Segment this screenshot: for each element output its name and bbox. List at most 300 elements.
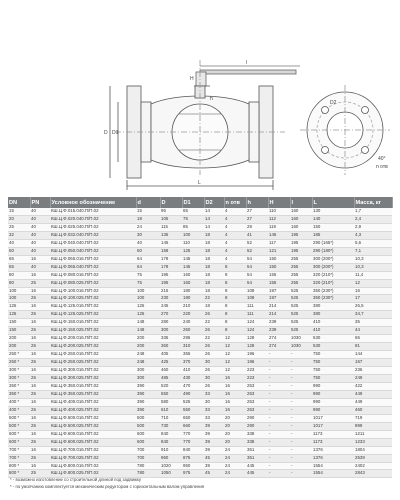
- table-cell: 253: [246, 382, 268, 390]
- table-cell: 125: [8, 311, 30, 319]
- table-cell: 24: [224, 462, 246, 470]
- table-cell: 16: [30, 462, 50, 470]
- table-cell: 960: [160, 454, 182, 462]
- table-cell: 719: [354, 414, 392, 422]
- table-cell: 196: [246, 351, 268, 359]
- table-cell: 33: [204, 390, 224, 398]
- table-cell: 274: [268, 335, 290, 343]
- table-cell: 8: [224, 319, 246, 327]
- column-header: n отв: [224, 197, 246, 208]
- table-row: [8, 367, 392, 375]
- table-cell: 64: [136, 255, 160, 263]
- table-cell: 125: [8, 303, 30, 311]
- table-cell: -: [290, 414, 312, 422]
- table-cell: 16: [30, 367, 50, 375]
- table-row: [8, 335, 392, 343]
- table-cell: 16: [30, 446, 50, 454]
- table-cell: 351: [246, 454, 268, 462]
- table-cell: 110: [182, 239, 204, 247]
- table-cell: КШ.Ц.Ф.015.040.П/П.02: [50, 208, 136, 215]
- table-cell: 449: [354, 398, 392, 406]
- table-row: [8, 319, 392, 327]
- table-cell: 248: [136, 351, 160, 359]
- table-cell: 108: [246, 287, 268, 295]
- table-cell: 150: [8, 319, 30, 327]
- table-cell: 39: [204, 422, 224, 430]
- table-row: [8, 287, 392, 295]
- table-cell: 250 *: [8, 359, 30, 367]
- table-cell: 45: [204, 454, 224, 462]
- table-cell: 30: [204, 375, 224, 383]
- table-cell: 25: [30, 359, 50, 367]
- table-cell: 210: [182, 303, 204, 311]
- table-cell: 8: [224, 327, 246, 335]
- table-cell: 248: [136, 359, 160, 367]
- table-cell: 52: [246, 239, 268, 247]
- table-cell: 530: [312, 343, 354, 351]
- table-cell: 405: [160, 351, 182, 359]
- table-cell: 975: [182, 470, 204, 478]
- table-cell: 1804: [354, 446, 392, 454]
- table-cell: 14: [204, 208, 224, 215]
- table-cell: -: [290, 382, 312, 390]
- table-cell: 8: [224, 287, 246, 295]
- table-cell: КШ.Ц.Ф.300.025.П/П.02: [50, 375, 136, 383]
- table-cell: КШ.Ц.Ф.200.016.П/П.02: [50, 335, 136, 343]
- table-cell: 4,3: [354, 231, 392, 239]
- table-cell: 525: [290, 303, 312, 311]
- table-cell: 1,7: [354, 208, 392, 215]
- table-cell: 7,1: [354, 247, 392, 255]
- table-cell: 158: [160, 247, 182, 255]
- table-cell: 18: [204, 247, 224, 255]
- table-cell: КШ.Ц.Ф.125.025.П/П.02: [50, 311, 136, 319]
- table-cell: 64: [136, 263, 160, 271]
- table-cell: 320 (210*): [312, 279, 354, 287]
- table-cell: 145: [182, 255, 204, 263]
- table-cell: 300 *: [8, 367, 30, 375]
- table-cell: 26: [204, 367, 224, 375]
- column-header: H: [268, 197, 290, 208]
- table-cell: 380: [312, 311, 354, 319]
- table-cell: 200: [136, 335, 160, 343]
- table-cell: 155: [268, 279, 290, 287]
- table-cell: 600: [136, 430, 160, 438]
- table-cell: 11,4: [354, 271, 392, 279]
- table-cell: 250: [182, 327, 204, 335]
- table-cell: 33: [204, 406, 224, 414]
- table-cell: 14: [204, 215, 224, 223]
- table-cell: 990: [312, 382, 354, 390]
- table-cell: 390: [136, 406, 160, 414]
- table-cell: 150: [8, 327, 30, 335]
- table-cell: 520: [160, 382, 182, 390]
- table-cell: 25: [30, 295, 50, 303]
- footnote-1: * - возможно изготовление со строительной длиной под задвижку: [10, 477, 141, 482]
- table-cell: 197: [268, 287, 290, 295]
- table-cell: 25: [30, 343, 50, 351]
- table-cell: 124: [246, 327, 268, 335]
- footnote-2: * - по умолчанию комплектуется механическим редуктором с горизонтальным валом управления: [10, 484, 205, 489]
- table-cell: 4: [224, 239, 246, 247]
- table-cell: 4: [224, 223, 246, 231]
- table-cell: 160: [182, 279, 204, 287]
- table-cell: 178: [160, 255, 182, 263]
- table-cell: 249: [354, 375, 392, 383]
- table-cell: 410: [312, 319, 354, 327]
- table-cell: 30: [204, 359, 224, 367]
- table-cell: -: [268, 367, 290, 375]
- table-cell: 100: [136, 287, 160, 295]
- table-cell: 100: [136, 295, 160, 303]
- table-cell: 355: [182, 351, 204, 359]
- table-cell: 525: [290, 327, 312, 335]
- table-cell: 270: [160, 311, 182, 319]
- valve-technical-drawing: [0, 0, 400, 196]
- table-row: [8, 231, 392, 239]
- table-body: [8, 208, 392, 478]
- table-cell: 500: [136, 422, 160, 430]
- table-cell: КШ.Ц.Ф.150.025.П/П.02: [50, 327, 136, 335]
- table-cell: КШ.Ц.Ф.500.016.П/П.02: [50, 414, 136, 422]
- table-cell: 4: [224, 247, 246, 255]
- table-row: [8, 430, 392, 438]
- table-cell: 18: [204, 287, 224, 295]
- dim-label-angle: 40°: [378, 156, 386, 162]
- table-cell: 8: [224, 311, 246, 319]
- table-cell: 150: [268, 263, 290, 271]
- table-cell: 16: [30, 287, 50, 295]
- table-cell: 124: [246, 319, 268, 327]
- table-cell: 840: [160, 430, 182, 438]
- table-cell: 1554: [312, 462, 354, 470]
- table-cell: -: [268, 454, 290, 462]
- table-row: [8, 343, 392, 351]
- table-cell: -: [290, 390, 312, 398]
- table-cell: 80: [8, 271, 30, 279]
- table-cell: КШ.Ц.Ф.350.016.П/П.02: [50, 382, 136, 390]
- table-cell: 40: [30, 239, 50, 247]
- table-cell: 300: [136, 375, 160, 383]
- table-cell: 223: [246, 367, 268, 375]
- table-cell: 128: [246, 335, 268, 343]
- table-cell: -: [268, 470, 290, 478]
- table-row: [8, 303, 392, 311]
- table-cell: 239: [268, 327, 290, 335]
- table-row: [8, 462, 392, 470]
- table-cell: 300 (200*): [312, 255, 354, 263]
- table-cell: 108: [246, 295, 268, 303]
- table-cell: 18: [204, 255, 224, 263]
- table-cell: 144: [354, 351, 392, 359]
- table-cell: 335: [160, 335, 182, 343]
- table-cell: -: [290, 351, 312, 359]
- table-cell: 25: [30, 422, 50, 430]
- column-header: D1: [182, 197, 204, 208]
- dim-label-D: D: [104, 130, 108, 136]
- table-cell: -: [268, 406, 290, 414]
- table-cell: 18: [136, 215, 160, 223]
- table-cell: 8: [224, 295, 246, 303]
- table-cell: 39: [204, 430, 224, 438]
- table-cell: 950: [182, 462, 204, 470]
- table-cell: 65: [182, 208, 204, 215]
- dim-label-H: H: [190, 76, 194, 82]
- column-header: D2: [204, 197, 224, 208]
- table-cell: 320 (210*): [312, 271, 354, 279]
- table-cell: 18: [204, 263, 224, 271]
- table-row: [8, 208, 392, 215]
- table-cell: КШ.Ц.Ф.250.025.П/П.02: [50, 359, 136, 367]
- table-cell: 1050: [160, 470, 182, 478]
- table-cell: 160: [182, 271, 204, 279]
- table-cell: 430: [182, 375, 204, 383]
- table-cell: 290: [246, 414, 268, 422]
- table-cell: 750: [312, 375, 354, 383]
- table-cell: 121: [268, 247, 290, 255]
- table-header-row: [8, 197, 392, 208]
- table-cell: 500: [136, 414, 160, 422]
- table-row: [8, 215, 392, 223]
- table-cell: 255: [290, 279, 312, 287]
- table-cell: КШ.Ц.Ф.100.025.П/П.02: [50, 295, 136, 303]
- table-cell: 40: [30, 223, 50, 231]
- table-cell: 200: [136, 343, 160, 351]
- table-cell: 380: [312, 303, 354, 311]
- table-cell: 160: [290, 215, 312, 223]
- column-header: d: [136, 197, 160, 208]
- table-cell: 14: [204, 223, 224, 231]
- table-cell: 770: [182, 430, 204, 438]
- table-cell: -: [290, 438, 312, 446]
- table-cell: КШ.Ц.Ф.300.016.П/П.02: [50, 367, 136, 375]
- table-cell: 12: [224, 343, 246, 351]
- table-cell: 840: [160, 438, 182, 446]
- table-cell: КШ.Ц.Ф.200.025.П/П.02: [50, 343, 136, 351]
- table-cell: КШ.Ц.Ф.125.016.П/П.02: [50, 303, 136, 311]
- table-cell: 145: [182, 263, 204, 271]
- table-cell: 12: [224, 367, 246, 375]
- table-cell: 530: [312, 335, 354, 343]
- table-cell: 580: [160, 398, 182, 406]
- valve-handle-lever: [200, 70, 296, 74]
- table-cell: 25: [30, 454, 50, 462]
- table-cell: 290: [246, 422, 268, 430]
- dim-label-h: h: [210, 96, 213, 102]
- table-cell: 17: [354, 295, 392, 303]
- table-cell: 350 *: [8, 390, 30, 398]
- table-cell: 300 (200*): [312, 263, 354, 271]
- table-cell: 250 *: [8, 351, 30, 359]
- table-row: [8, 263, 392, 271]
- table-cell: 350 *: [8, 382, 30, 390]
- table-cell: 25: [30, 470, 50, 478]
- table-cell: 24: [224, 454, 246, 462]
- table-cell: 351: [246, 446, 268, 454]
- table-cell: 160: [290, 223, 312, 231]
- table-cell: 22: [204, 335, 224, 343]
- table-cell: 26,5: [354, 303, 392, 311]
- table-cell: 196: [246, 359, 268, 367]
- table-cell: 16: [30, 319, 50, 327]
- table-cell: 1017: [312, 422, 354, 430]
- table-cell: 195: [290, 239, 312, 247]
- table-row: [8, 255, 392, 263]
- table-cell: 20: [224, 430, 246, 438]
- table-cell: 16: [30, 255, 50, 263]
- table-cell: 650: [182, 414, 204, 422]
- table-cell: -: [268, 351, 290, 359]
- table-cell: 700: [136, 454, 160, 462]
- table-cell: -: [268, 414, 290, 422]
- table-cell: 236: [354, 367, 392, 375]
- table-cell: 130: [312, 208, 354, 215]
- table-cell: 16: [224, 406, 246, 414]
- table-cell: 422: [354, 382, 392, 390]
- table-cell: КШ.Ц.Ф.050.040.П/П.02: [50, 247, 136, 255]
- table-cell: КШ.Ц.Ф.032.040.П/П.02: [50, 231, 136, 239]
- table-cell: КШ.Ц.Ф.350.025.П/П.02: [50, 390, 136, 398]
- table-row: [8, 271, 392, 279]
- table-cell: 4: [224, 215, 246, 223]
- table-cell: -: [290, 406, 312, 414]
- table-cell: 2,4: [354, 215, 392, 223]
- table-cell: 185: [312, 231, 354, 239]
- table-cell: -: [290, 367, 312, 375]
- table-cell: 65: [354, 335, 392, 343]
- table-cell: 16: [30, 335, 50, 343]
- table-cell: 15: [8, 208, 30, 215]
- table-cell: 75: [136, 279, 160, 287]
- table-cell: 148: [136, 327, 160, 335]
- table-row: [8, 422, 392, 430]
- table-cell: 54: [246, 271, 268, 279]
- table-row: [8, 390, 392, 398]
- table-cell: 239: [268, 319, 290, 327]
- table-cell: 449: [354, 390, 392, 398]
- column-header: h: [246, 197, 268, 208]
- table-cell: 65: [8, 255, 30, 263]
- table-cell: КШ.Ц.Ф.025.040.П/П.02: [50, 223, 136, 231]
- table-cell: -: [268, 375, 290, 383]
- table-cell: 16: [224, 390, 246, 398]
- table-cell: 600 *: [8, 430, 30, 438]
- table-cell: 5,6: [354, 239, 392, 247]
- table-cell: -: [290, 470, 312, 478]
- table-cell: 180: [182, 287, 204, 295]
- table-cell: 460: [354, 406, 392, 414]
- table-cell: 12: [224, 351, 246, 359]
- table-cell: 1020: [160, 462, 182, 470]
- table-cell: 50: [136, 247, 160, 255]
- table-cell: 1030: [290, 335, 312, 343]
- table-cell: 20: [8, 215, 30, 223]
- table-cell: 410: [312, 327, 354, 335]
- table-cell: 25: [8, 223, 30, 231]
- table-cell: 52: [246, 247, 268, 255]
- table-cell: 780: [136, 470, 160, 478]
- table-cell: 148: [136, 319, 160, 327]
- table-cell: 295: [182, 335, 204, 343]
- table-cell: 190: [182, 295, 204, 303]
- table-cell: 490: [182, 390, 204, 398]
- column-header: DN: [8, 197, 30, 208]
- dim-label-L: L: [198, 180, 201, 186]
- table-cell: 100: [8, 295, 30, 303]
- table-cell: -: [290, 430, 312, 438]
- table-cell: 16: [30, 351, 50, 359]
- table-cell: 230: [160, 295, 182, 303]
- table-cell: 255: [290, 255, 312, 263]
- table-cell: 140: [312, 215, 354, 223]
- table-cell: -: [268, 438, 290, 446]
- table-cell: 8: [224, 279, 246, 287]
- table-cell: 30: [136, 231, 160, 239]
- table-cell: 178: [160, 263, 182, 271]
- table-cell: КШ.Ц.Ф.400.016.П/П.02: [50, 398, 136, 406]
- table-cell: 600: [136, 438, 160, 446]
- table-cell: 26: [204, 327, 224, 335]
- table-cell: 44: [354, 327, 392, 335]
- table-cell: 29: [246, 223, 268, 231]
- table-cell: 40: [30, 263, 50, 271]
- table-cell: -: [290, 422, 312, 430]
- table-cell: 485: [160, 375, 182, 383]
- table-cell: 40: [30, 231, 50, 239]
- table-cell: -: [290, 398, 312, 406]
- table-cell: 33: [204, 414, 224, 422]
- table-cell: -: [268, 430, 290, 438]
- table-cell: 8: [224, 263, 246, 271]
- table-cell: КШ.Ц.Ф.040.040.П/П.02: [50, 239, 136, 247]
- column-header: L: [312, 197, 354, 208]
- table-cell: 117: [268, 239, 290, 247]
- table-cell: 25: [30, 375, 50, 383]
- table-cell: 280: [160, 319, 182, 327]
- table-cell: 525: [290, 295, 312, 303]
- table-cell: 27: [246, 215, 268, 223]
- table-cell: -: [290, 446, 312, 454]
- table-cell: 350 (230*): [312, 295, 354, 303]
- table-cell: 50: [8, 247, 30, 255]
- table-cell: 195: [290, 247, 312, 255]
- table-cell: КШ.Ц.Ф.600.016.П/П.02: [50, 430, 136, 438]
- table-cell: 220: [182, 311, 204, 319]
- table-cell: 214: [268, 303, 290, 311]
- table-row: [8, 279, 392, 287]
- table-cell: 54: [246, 255, 268, 263]
- table-cell: 300: [160, 327, 182, 335]
- table-cell: 40: [136, 239, 160, 247]
- table-cell: 75: [182, 215, 204, 223]
- table-cell: 16: [30, 382, 50, 390]
- table-cell: 15: [136, 208, 160, 215]
- table-cell: 20: [224, 422, 246, 430]
- table-cell: 899: [354, 422, 392, 430]
- table-cell: 39: [204, 446, 224, 454]
- table-cell: 155: [268, 271, 290, 279]
- table-cell: 10,3: [354, 263, 392, 271]
- table-row: [8, 223, 392, 231]
- table-cell: 100: [182, 231, 204, 239]
- table-cell: 125: [136, 303, 160, 311]
- table-cell: 410: [182, 367, 204, 375]
- table-row: [8, 247, 392, 255]
- table-cell: 780: [136, 462, 160, 470]
- table-cell: 400 *: [8, 406, 30, 414]
- table-cell: 1376: [312, 454, 354, 462]
- table-cell: 370: [182, 359, 204, 367]
